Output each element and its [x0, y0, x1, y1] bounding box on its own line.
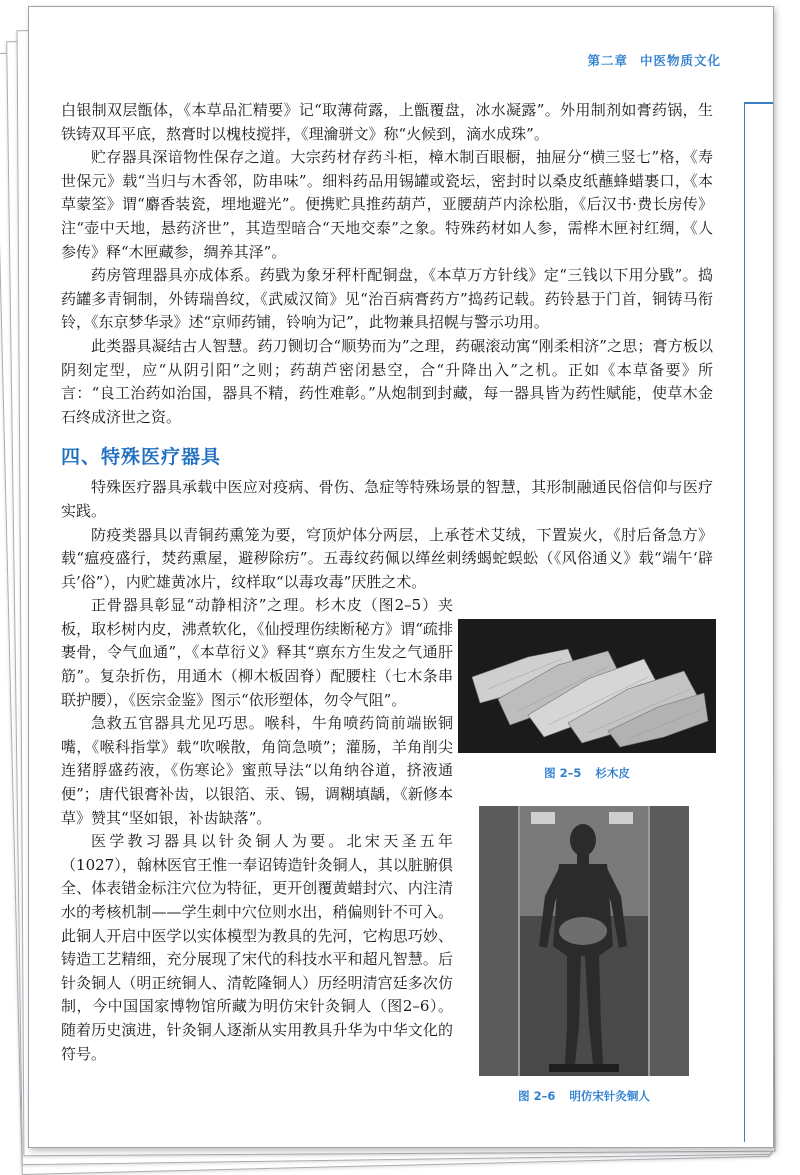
wrapped-text-column [61, 594, 453, 1066]
figure-caption [479, 1088, 689, 1104]
margin-rule [744, 102, 745, 1142]
figure-caption [458, 765, 716, 781]
figure-caption-text: 杉木皮 [595, 766, 630, 780]
figure-number: 图 2–6 [518, 1089, 556, 1103]
figure-fir-bark [458, 619, 716, 781]
bronze-figure-image [479, 806, 689, 1076]
paragraph: 急救五官器具尤见巧思。喉科，牛角喷药筒前端嵌铜嘴，《喉科指掌》载“吹喉散，角筒急喷”；灌肠，羊角削尖连猪脬盛药液，《伤寒论》蜜煎导法“以角纳谷道，挤液通便”；唐代银膏补齿，以银箔、汞、锡，调糊填龋，《新修本草》赞其“坚如银，补齿缺落”。 [61, 714, 453, 827]
paragraph: 药房管理器具亦成体系。药戥为象牙秤杆配铜盘，《本草万方针线》定“三钱以下用分戥”。捣药罐多青铜制，外铸瑞兽纹，《武威汉简》见“治百病膏药方”捣药记载。药铃悬于门首，铜铸马衔铃，《东京梦华录》述“京师药铺，铃响为记”，此物兼具招幌与警示功用。 [61, 266, 713, 332]
paragraph: 此类器具凝结古人智慧。药刀铡切合“顺势而为”之理，药碾滚动寓“刚柔相济”之思；膏方板以阴刻定型，应“从阴引阳”之则；药葫芦密闭悬空，合“升降出入”之机。正如《本草备要》所言：“良工治药如治国，器具不精，药性难彰。”从炮制到封藏，每一器具皆为药性赋能，使草木金石终成济世之资。 [61, 336, 713, 426]
paragraph: 防疫类器具以青铜药熏笼为要，穹顶炉体分两层，上承苍术艾绒，下置炭火，《肘后备急方》载“瘟疫盛行，焚药熏屋，避秽除疠”。五毒纹药佩以缂丝刺绣蝎蛇蜈蚣（《风俗通义》载“端午‘辟兵’俗”），内贮雄黄冰片，纹样取“以毒攻毒”厌胜之术。 [61, 525, 713, 591]
paragraph: 白银制双层甑体，《本草品汇精要》记“取薄荷露，上甑覆盘，冰水凝露”。外用制剂如膏药锅，生铁铸双耳平底，熬膏时以槐枝搅拌，《理瀹骈文》称“火候到，滴水成珠”。 [61, 101, 713, 143]
book-page [28, 6, 774, 1148]
figure-number: 图 2–5 [544, 766, 582, 780]
figure-bronze-figure [479, 806, 689, 1104]
margin-tab [745, 102, 773, 104]
running-header [587, 51, 721, 69]
paragraph: 贮存器具深谙物性保存之道。大宗药材存药斗柜，樟木制百眼橱，抽屉分“横三竖七”格，《寿世保元》载“当归与木香邻，防串味”。细料药品用锡罐或瓷坛，密封时以桑皮纸蘸蜂蜡裹口，《本草蒙筌》谓“麝香装瓷，埋地避光”。便携贮具推药葫芦，亚腰葫芦内涂松脂，《后汉书·费长房传》注“壶中天地，悬药济世”，其造型暗合“天地交泰”之象。特殊药材如人参，需桦木匣衬红绸，《人参传》释“木匣藏参，绸养其泽”。 [61, 148, 713, 261]
section-heading: 四、特殊医疗器具 [61, 446, 222, 469]
chapter-label: 第二章 [587, 53, 628, 68]
paragraph: 正骨器具彰显“动静相济”之理。杉木皮（图2–5）夹板，取杉树内皮，沸煮软化，《仙授理伤续断秘方》谓“疏排裹骨，令气血通”，《本草衍义》释其“禀东方生发之气通肝筋”。复杂折伤，用通木（柳木板固脊）配腰柱（七木条串联护腰），《医宗金鉴》图示“依形塑体，勿令气阻”。 [61, 596, 453, 709]
paragraph: 特殊医疗器具承载中医应对疫病、骨伤、急症等特殊场景的智慧，其形制融通民俗信仰与医疗实践。 [61, 478, 713, 520]
figure-caption-text: 明仿宋针灸铜人 [569, 1089, 650, 1103]
paragraph: 医学教习器具以针灸铜人为要。北宋天圣五年（1027），翰林医官王惟一奉诏铸造针灸铜人，其以脏腑俱全、体表错金标注穴位为特征，更开创覆黄蜡封穴、内注清水的考核机制——学生刺中穴位则水出，稍偏则针不可入。此铜人开启中医学以实体模型为教具的先河，它构思巧妙、铸造工艺精细，充分展现了宋代的科技水平和超凡智慧。后针灸铜人（明正统铜人、清乾隆铜人）历经明清宫廷多次仿制，今中国国家博物馆所藏为明仿宋针灸铜人（图2–6）。随着历史演进，针灸铜人逐渐从实用教具升华为中华文化的符号。 [61, 832, 453, 1063]
chapter-title: 中医物质文化 [639, 53, 721, 68]
fir-bark-image [458, 619, 716, 753]
